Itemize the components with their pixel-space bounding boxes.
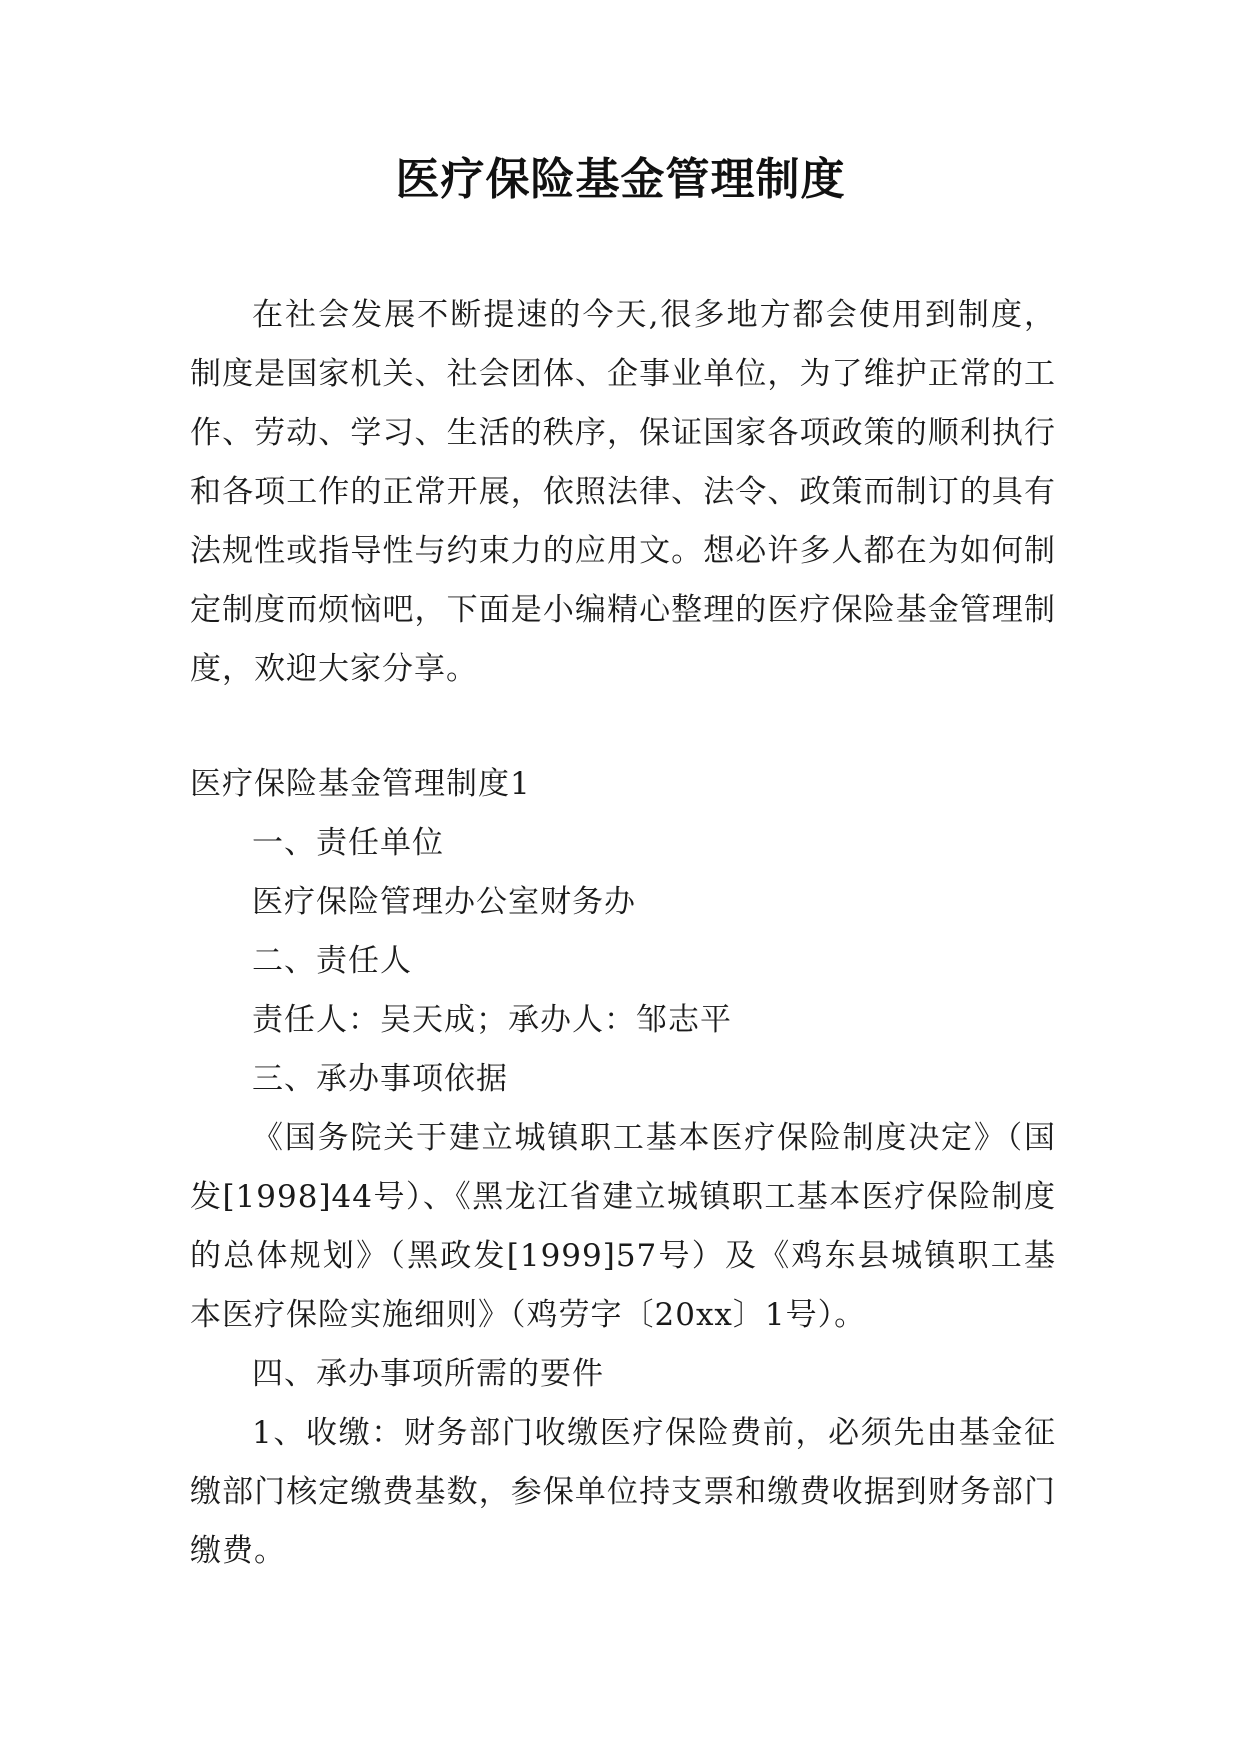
heading-responsible-person: 二、责任人 [252,943,412,979]
intro-paragraph: 在社会发展不断提速的今天,很多地方都会使用到制度，制度是国家机关、社会团体、企事业单位，为了维护正常的工作、劳动、学习、生活的秩序，保证国家各项政策的顺利执行和各项工作的正常开展，依照法律、法令、政策而制订的具有法规性或指导性与约束力的应用文。想必许多人都在为如何制定制度而烦恼吧，下面是小编精心整理的医疗保险基金管理制度，欢迎大家分享。 [190,297,1056,687]
responsible-person-text: 责任人：吴天成；承办人：邹志平 [252,1002,732,1038]
responsible-unit-text: 医疗保险管理办公室财务办 [252,884,636,920]
document-title: 医疗保险基金管理制度 [395,154,846,205]
heading-responsible-unit: 一、责任单位 [252,825,444,861]
section-title: 医疗保险基金管理制度1 [190,766,531,802]
heading-basis: 三、承办事项依据 [252,1061,508,1097]
requirement-item-1: 1、收缴：财务部门收缴医疗保险费前，必须先由基金征缴部门核定缴费基数，参保单位持支票和缴费收据到财务部门缴费。 [190,1415,1056,1569]
document-body [190,286,1056,1581]
heading-requirements: 四、承办事项所需的要件 [252,1356,604,1392]
basis-paragraph: 《国务院关于建立城镇职工基本医疗保险制度决定》（国发[1998]44号）、《黑龙江省建立城镇职工基本医疗保险制度的总体规划》（黑政发[1999]57号）及《鸡东县城镇职工基本医疗保险实施细则》（鸡劳字〔20xx〕1号）。 [190,1120,1056,1333]
